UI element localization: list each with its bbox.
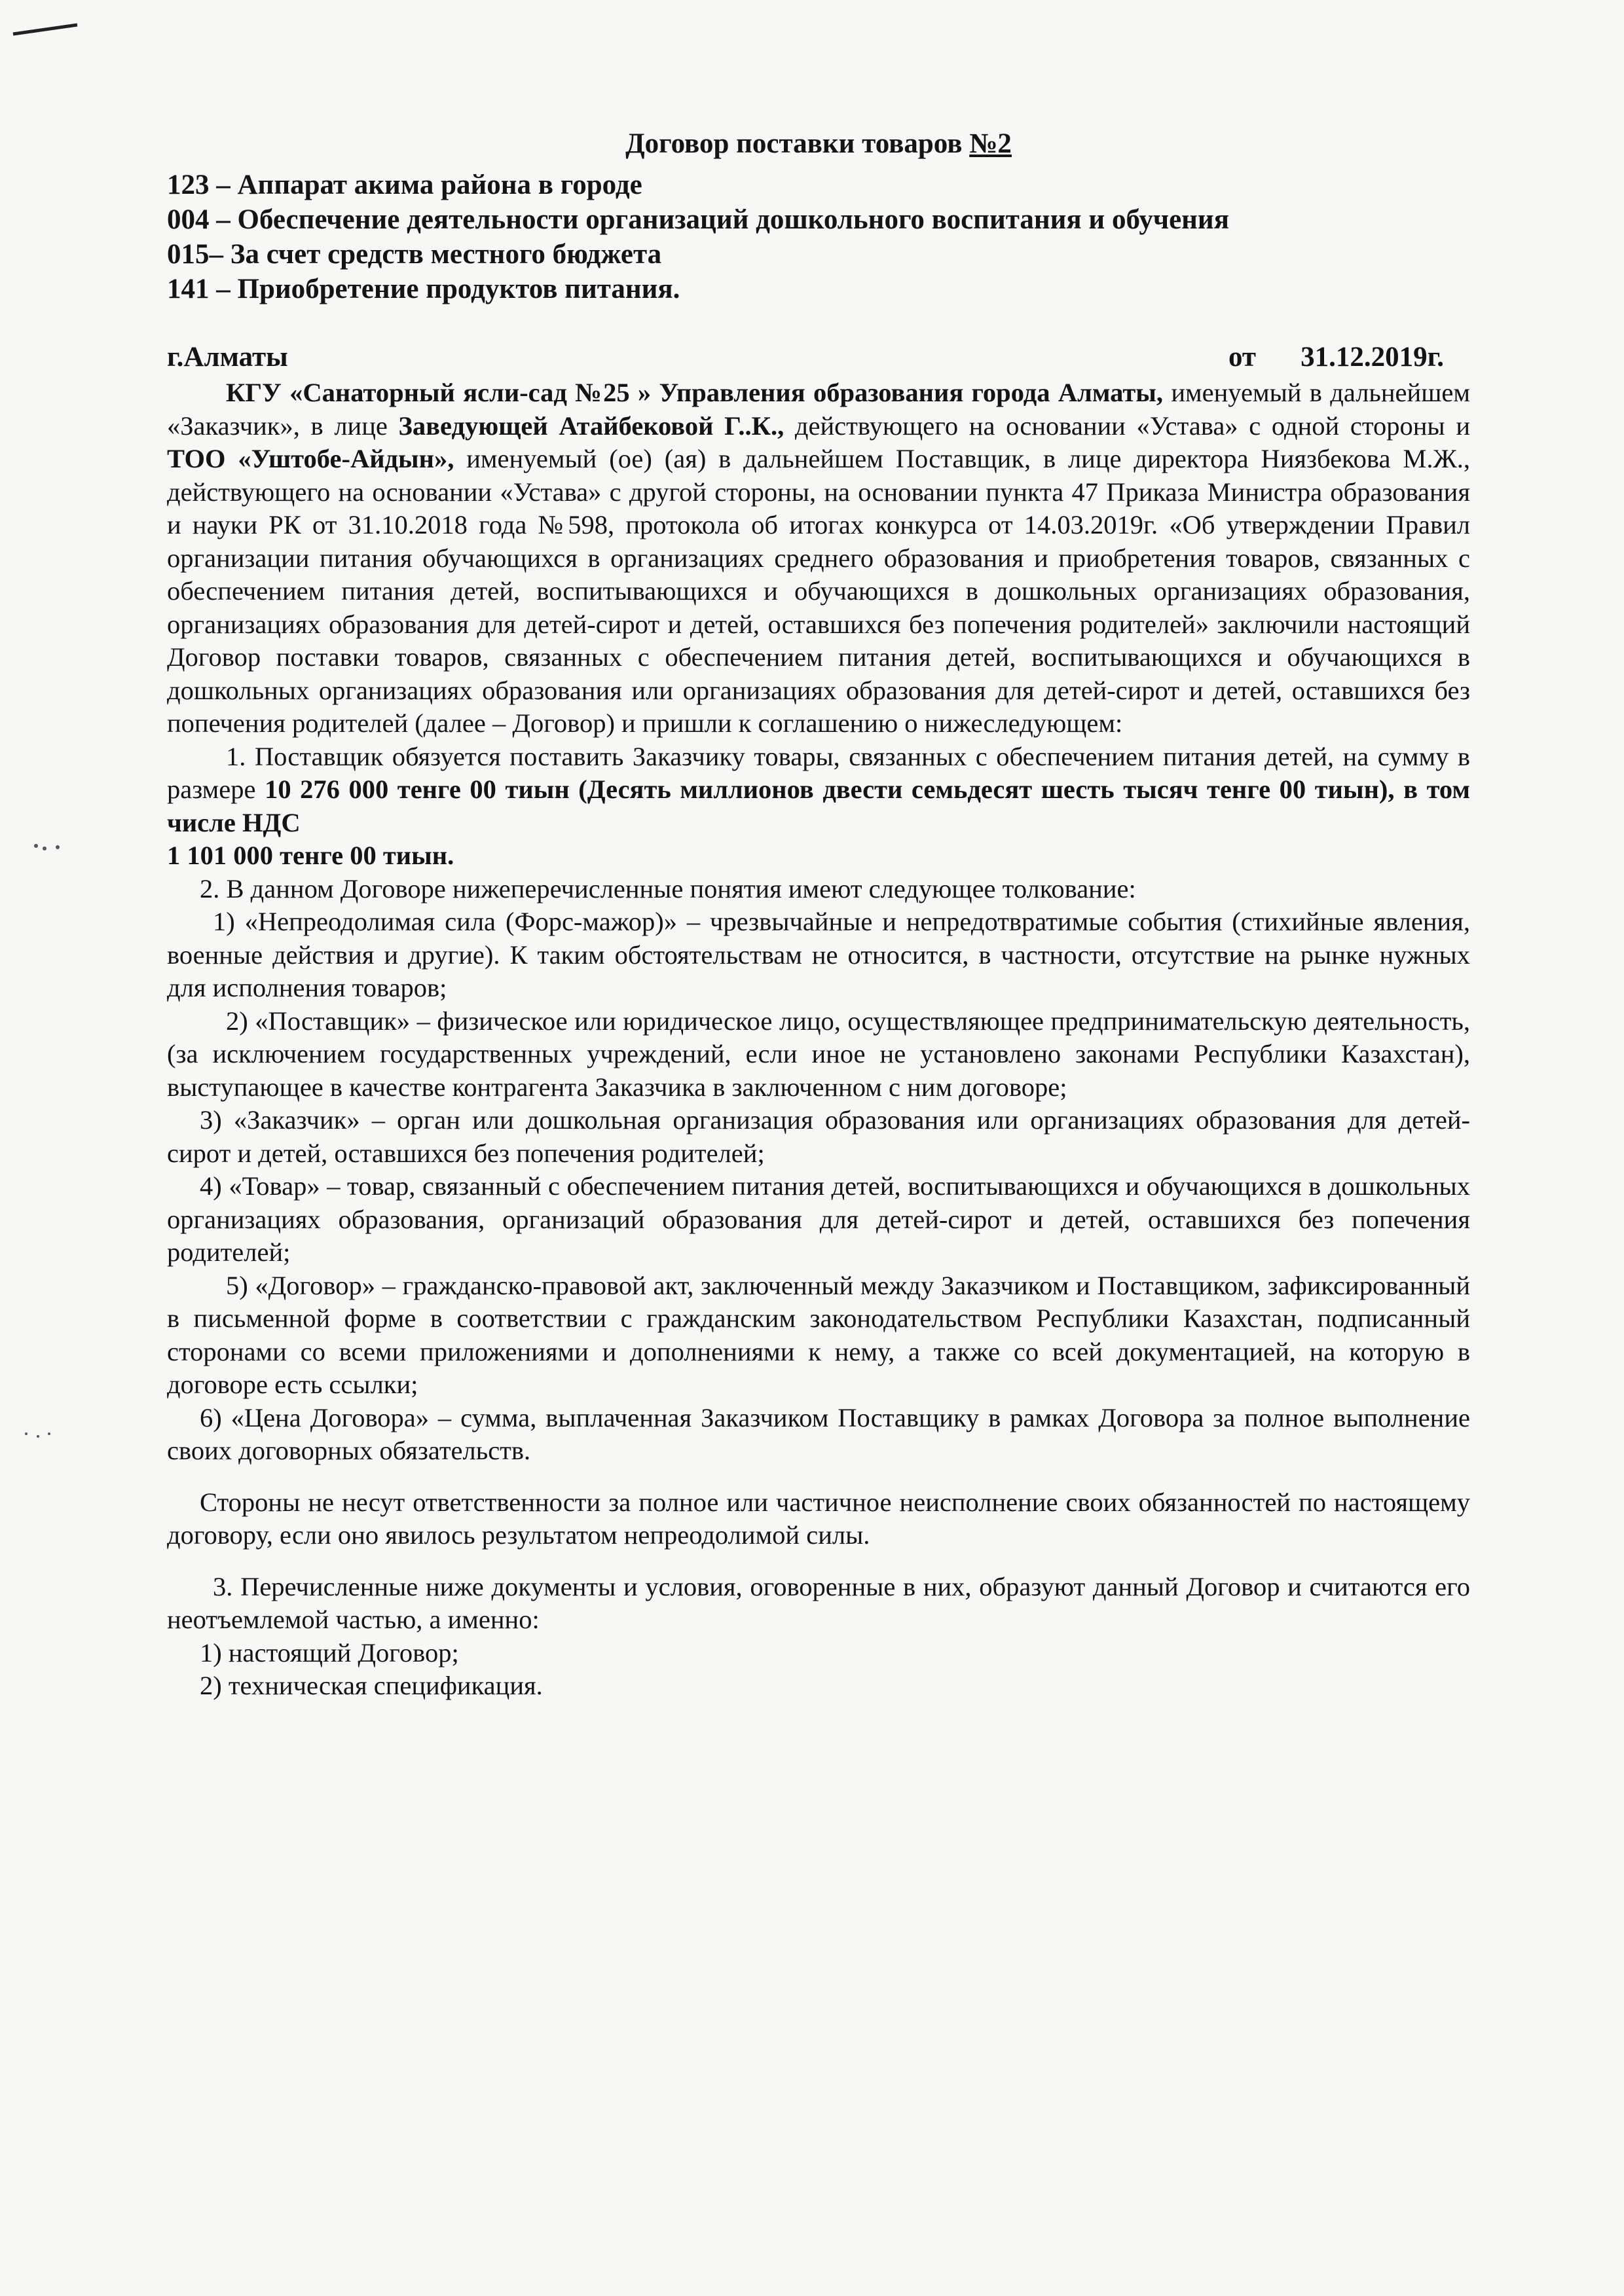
definition-5: 5) «Договор» – гражданско-правовой акт, заключенный между Заказчиком и Поставщиком, зафиксированный в письменной форме в соответствии с гражданским законодательством Республики Казахстан, подписанный сторонами со всеми приложениями и дополнениями к нему, а также со всей документацией, на которую в договоре есть ссылки;: [167, 1270, 1470, 1399]
clause-3-intro: 3. Перечисленные ниже документы и условия, оговоренные в них, образуют данный Договор и считаются его неотъемлемой частью, а именно:: [167, 1571, 1470, 1634]
preamble-text-2: действующего на основании «Устава» с одной стороны и: [784, 410, 1470, 441]
document-list-item-2: 2) техническая спецификация.: [200, 1671, 543, 1700]
corner-mark: [13, 25, 77, 34]
contract-title: [167, 128, 1470, 161]
budget-code-2: 004 – Обеспечение деятельности организаций дошкольного воспитания и обучения: [167, 204, 1229, 235]
date-prefix: от: [1228, 341, 1257, 373]
customer-name: КГУ «Санаторный ясли-сад №25 » Управления образования города Алматы,: [226, 378, 1163, 407]
definition-2: 2) «Поставщик» – физическое или юридическое лицо, осуществляющее предпринимательскую деятельность, (за исключением государственных учреждений, если иное не установлено законами Республики Казахстан), выступающее в качестве контрагента Заказчика в заключенном с ним договоре;: [167, 1006, 1470, 1102]
preamble-paragraph: [167, 376, 1470, 740]
clause-2-intro: 2. В данном Договоре нижеперечисленные понятия имеют следующее толкование:: [200, 873, 1136, 903]
city: г.Алматы: [167, 341, 288, 373]
definition-4: 4) «Товар» – товар, связанный с обеспечением питания детей, воспитывающихся и обучающихся в дошкольных организациях образования, организаций образования для детей-сирот и детей, оставшихся без попечения родителей;: [167, 1171, 1470, 1267]
supplier-name: ТОО «Уштобе-Айдын»,: [167, 444, 454, 473]
budget-code-3: 015– За счет средств местного бюджета: [167, 238, 662, 270]
contract-body: [167, 128, 1470, 1703]
contract-date-block: [1228, 341, 1470, 374]
clause-1-text: 1. Поставщик обязуется поставить Заказчику товары, связанных с обеспечением питания детей, на сумму в размере: [167, 741, 1470, 804]
preamble-text-3: именуемый (ое) (ая) в дальнейшем Поставщик, в лице директора Ниязбекова М.Ж., действующего на основании «Устава» с другой стороны, на основании пункта 47 Приказа Министра образования и науки РК от 31.10.2018 года №598, протокола об итогах конкурса от 14.03.2019г. «Об утверждении Правил организации питания обучающихся в организациях среднего образования и приобретения товаров, связанных с обеспечением питания детей, воспитывающихся и обучающихся в дошкольных организациях образования, организациях образования для детей-сирот и детей, оставшихся без попечения родителей» заключили настоящий Договор поставки товаров, связанных с обеспечением питания детей, воспитывающихся и обучающихся в дошкольных организациях образования или организациях образования для детей-сирот и детей, оставшихся без попечения родителей (далее – Договор) и пришли к соглашению о нижеследующем:: [167, 444, 1470, 738]
vat-amount: [167, 839, 1470, 873]
contract-date: 31.12.2019г.: [1301, 341, 1444, 373]
clause-1: [167, 740, 1470, 840]
title-number: №2: [969, 128, 1012, 159]
preamble-text-1: именуемый в дальнейшем «Заказчик», в лице: [167, 378, 1470, 441]
force-majeure-paragraph: Стороны не несут ответственности за полное или частичное неисполнение своих обязанностей по настоящему договору, если оно явилось результатом непреодолимой силы.: [167, 1487, 1470, 1550]
place-date-row: [167, 341, 1470, 374]
contract-amount: 10 276 000 тенге 00 тиын (Десять миллионов двести семьдесят шесть тысяч тенге 00 тиын), в том числе НДС: [167, 774, 1470, 837]
punch-dots: [25, 844, 60, 1438]
definition-3: 3) «Заказчик» – орган или дошкольная организация образования или организациях образования для детей-сирот и детей, оставшихся без попечения родителей;: [167, 1105, 1470, 1168]
document-list-item-1: 1) настоящий Договор;: [200, 1637, 459, 1667]
definition-1: 1) «Непреодолимая сила (Форс-мажор)» – чрезвычайные и непредотвратимые события (стихийные явления, военные действия и другие). К таким обстоятельствам не относится, в частности, отсутствие на рынке нужных для исполнения товаров;: [167, 907, 1470, 1002]
definition-6: 6) «Цена Договора» – сумма, выплаченная Заказчиком Поставщику в рамках Договора за полное выполнение своих договорных обязательств.: [167, 1402, 1470, 1465]
budget-code-1: 123 – Аппарат акима района в городе: [167, 169, 642, 200]
title-text: Договор поставки товаров: [625, 128, 970, 159]
customer-representative: Заведующей Атайбековой Г..К.,: [398, 410, 784, 441]
budget-code-4: 141 – Приобретение продуктов питания.: [167, 273, 680, 304]
vat-amount-text: 1 101 000 тенге 00 тиын.: [167, 841, 454, 870]
